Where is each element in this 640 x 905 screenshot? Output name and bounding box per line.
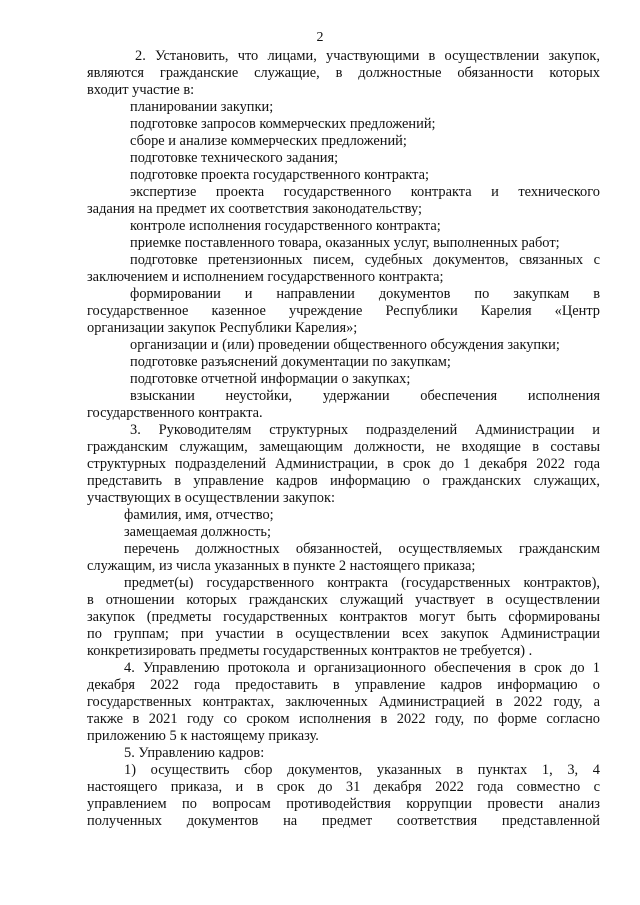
text-line: по группам; при участии в осуществлении всех закупок Администрации	[87, 626, 600, 642]
text-line: 3. Руководителям структурных подразделений Администрации и	[130, 422, 600, 438]
text-line: государственных контрактах, заключенных Администрацией в 2022 году, а	[87, 694, 600, 710]
text-line: закупок (предметы государственных контрактов могут быть сформированы	[87, 609, 600, 625]
text-line: экспертизе проекта государственного контракта и технического	[130, 184, 600, 200]
text-line: организации закупок Республики Карелия»;	[87, 320, 358, 336]
text-line: 1) осуществить сбор документов, указанных в пунктах 1, 3, 4	[124, 762, 600, 778]
text-line: организации и (или) проведении общественного обсуждения закупки;	[130, 337, 560, 353]
text-line: управлением по вопросам противодействия коррупции провести анализ	[87, 796, 600, 812]
page-number: 2	[316, 30, 324, 45]
text-line: взыскании неустойки, удержании обеспечения исполнения	[130, 388, 600, 404]
text-line: подготовке претензионных писем, судебных документов, связанных с	[130, 252, 600, 268]
text-line: подготовке технического задания;	[130, 150, 339, 166]
text-line: конкретизировать предметы государственных контрактов не требуется) .	[87, 643, 533, 659]
text-line: 4. Управлению протокола и организационного обеспечения в срок до 1	[124, 660, 600, 676]
text-line: замещаемая должность;	[124, 524, 271, 540]
text-line: фамилия, имя, отчество;	[124, 507, 274, 523]
text-line: государственное казенное учреждение Республики Карелия «Центр	[87, 303, 600, 319]
text-line: приемке поставленного товара, оказанных услуг, выполненных работ;	[130, 235, 560, 251]
text-line: формировании и направлении документов по закупкам в	[130, 286, 600, 302]
text-line: государственного контракта.	[87, 405, 263, 421]
text-line: приложению 5 к настоящему приказу.	[87, 728, 319, 744]
text-line: являются гражданские служащие, в должностные обязанности которых	[87, 65, 600, 81]
text-line: участвующих в осуществлении закупок:	[87, 490, 335, 506]
text-line: настоящего приказа, и в срок до 31 декабря 2022 года совместно с	[87, 779, 600, 795]
text-line: служащим, из числа указанных в пункте 2 настоящего приказа;	[87, 558, 476, 574]
text-line: полученных документов на предмет соответствия представленной	[87, 813, 600, 829]
text-line: 2. Установить, что лицами, участвующими в осуществлении закупок,	[135, 48, 600, 64]
text-line: сборе и анализе коммерческих предложений;	[130, 133, 407, 149]
text-line: подготовке проекта государственного контракта;	[130, 167, 430, 183]
text-line: структурных подразделений Администрации, в срок до 1 декабря 2022 года	[87, 456, 600, 472]
text-line: подготовке разъяснений документации по закупкам;	[130, 354, 451, 370]
text-line: перечень должностных обязанностей, осуществляемых гражданским	[124, 541, 600, 557]
text-line: контроле исполнения государственного контракта;	[130, 218, 441, 234]
text-line: входит участие в:	[87, 82, 195, 98]
text-line: декабря 2022 года предоставить в управление кадров информацию о	[87, 677, 600, 693]
text-line: заключением и исполнением государственного контракта;	[87, 269, 444, 285]
text-line: задания на предмет их соответствия законодательству;	[87, 201, 422, 217]
text-line: представить в управление кадров информацию о гражданских служащих,	[87, 473, 600, 489]
text-line: подготовке запросов коммерческих предложений;	[130, 116, 436, 132]
text-line: гражданским служащим, замещающим должности, не входящие в составы	[87, 439, 600, 455]
text-line: 5. Управлению кадров:	[124, 745, 265, 761]
text-line: также в 2021 году со сроком исполнения в 2022 году, по форме согласно	[87, 711, 600, 727]
text-line: планировании закупки;	[130, 99, 274, 115]
text-line: предмет(ы) государственного контракта (государственных контрактов),	[124, 575, 600, 591]
text-line: подготовке отчетной информации о закупках;	[130, 371, 411, 387]
text-line: в отношении которых гражданских служащий участвует в осуществлении	[87, 592, 600, 608]
